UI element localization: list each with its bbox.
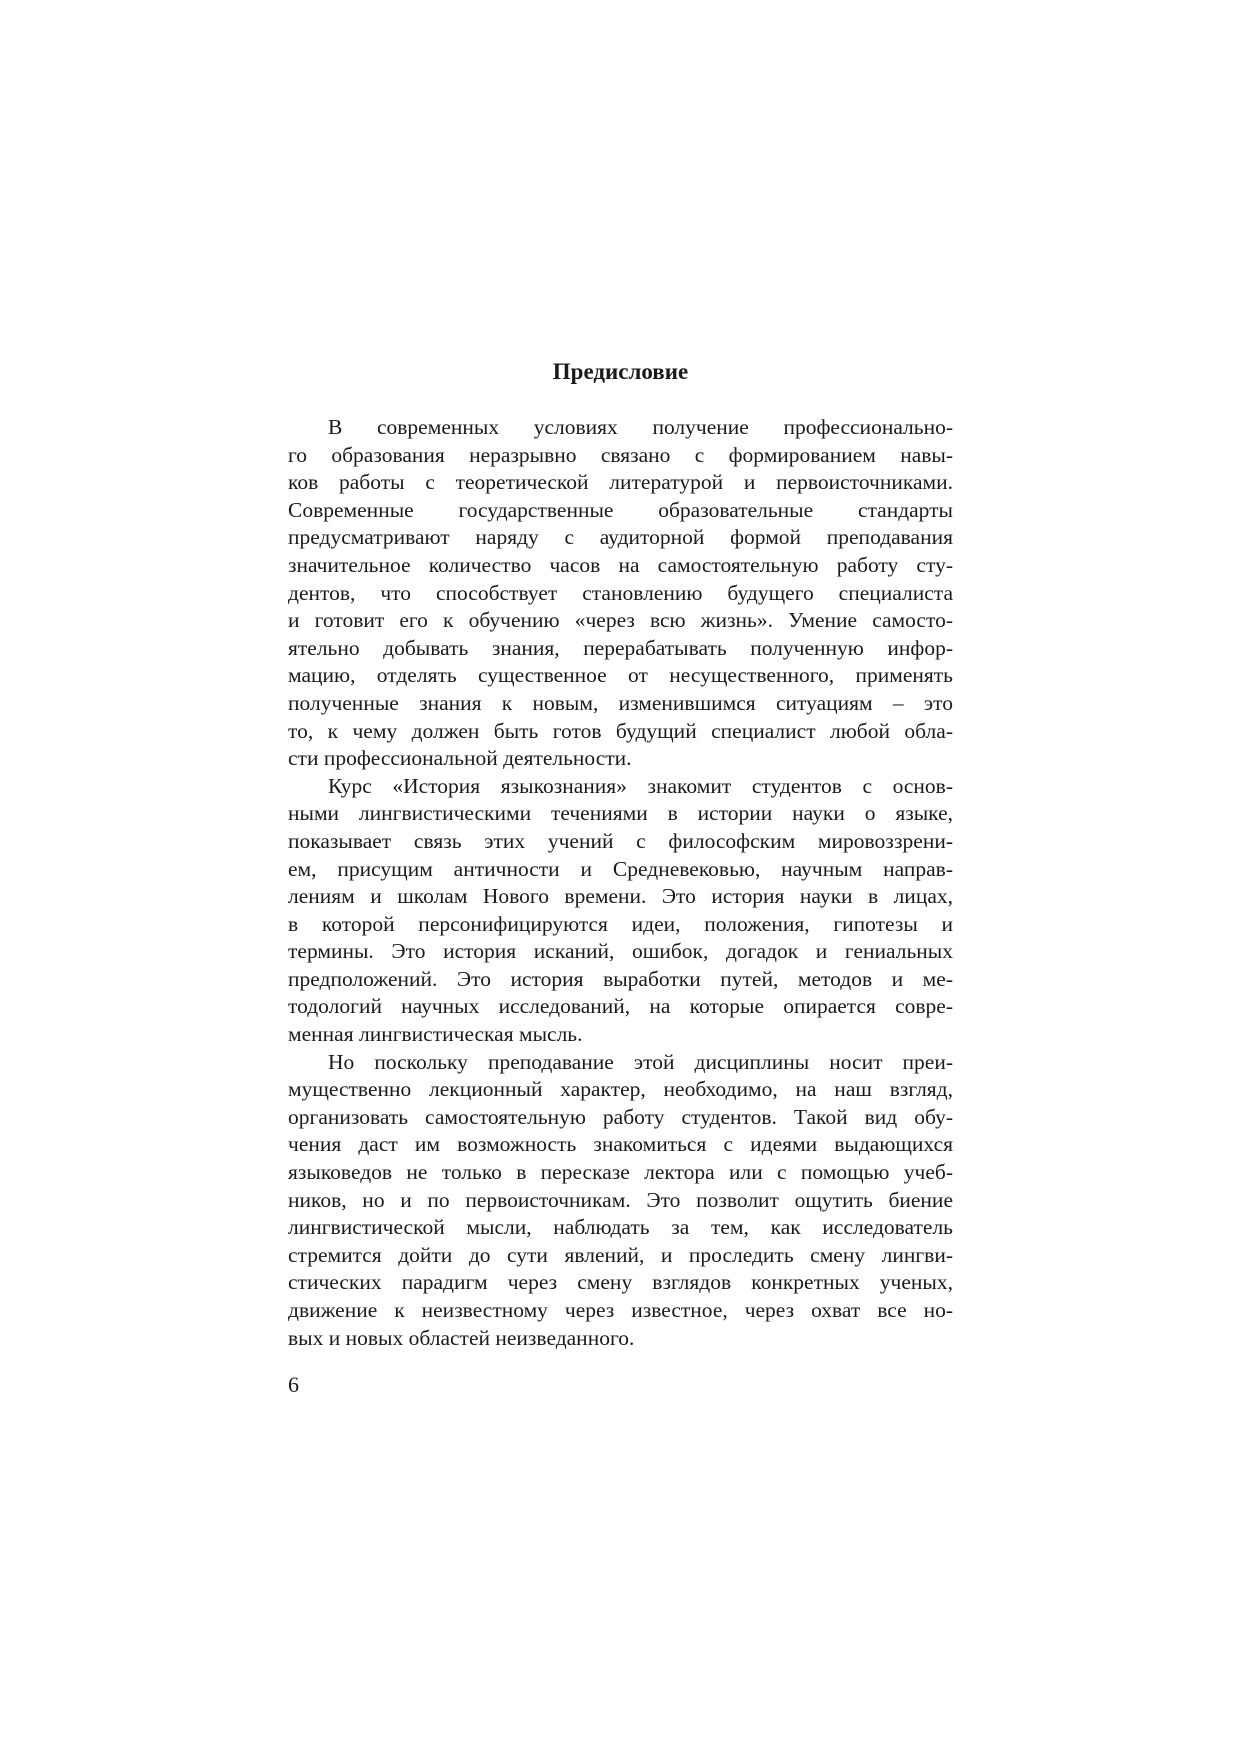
text-line: дентов, что способствует становлению будущего специалиста — [288, 580, 953, 605]
text-line: и готовит его к обучению «через всю жизнь». Умение самосто- — [288, 608, 953, 633]
text-line: то, к чему должен быть готов будущий специалист любой обла- — [288, 718, 953, 743]
text-line: мущественно лекционный характер, необходимо, на наш взгляд, — [288, 1077, 953, 1102]
text-line: стических парадигм через смену взглядов конкретных ученых, — [288, 1270, 953, 1295]
text-line: ем, присущим античности и Средневековью, научным направ- — [288, 856, 953, 881]
text-line: ными лингвистическими течениями в истории науки о языке, — [288, 801, 953, 826]
body-text — [288, 414, 953, 1352]
text-line: полученные знания к новым, изменившимся ситуациям – это — [288, 690, 953, 715]
text-line: чения даст им возможность знакомиться с идеями выдающихся — [288, 1132, 953, 1157]
text-line: языковедов не только в пересказе лектора или с помощью учеб- — [288, 1160, 953, 1185]
text-line: Современные государственные образовательные стандарты — [288, 497, 953, 522]
text-line: в которой персонифицируются идеи, положения, гипотезы и — [288, 911, 953, 936]
text-line: значительное количество часов на самостоятельную работу сту- — [288, 552, 953, 577]
text-line: Курс «История языкознания» знакомит студентов с основ- — [328, 773, 953, 798]
page-number: 6 — [288, 1372, 299, 1397]
text-line: организовать самостоятельную работу студентов. Такой вид обу- — [288, 1104, 953, 1129]
text-line: лениям и школам Нового времени. Это история науки в лицах, — [288, 884, 953, 909]
text-line: В современных условиях получение профессионально- — [328, 415, 953, 439]
paragraph-2 — [288, 773, 953, 1049]
page-title: Предисловие — [552, 359, 689, 384]
text-line: Но поскольку преподавание этой дисциплины носит преи- — [328, 1049, 953, 1074]
text-line: сти профессиональной деятельности. — [288, 746, 632, 771]
text-line: лингвистической мысли, наблюдать за тем, как исследователь — [288, 1215, 953, 1240]
text-line: ников, но и по первоисточникам. Это позволит ощутить биение — [288, 1187, 953, 1212]
text-line: ков работы с теоретической литературой и первоисточниками. — [288, 470, 953, 495]
text-line: мацию, отделять существенное от несущественного, применять — [288, 663, 953, 688]
text-line: го образования неразрывно связано с формированием навы- — [288, 442, 953, 467]
text-line: показывает связь этих учений с философским мировоззрени- — [288, 828, 953, 853]
text-line: термины. Это история исканий, ошибок, догадок и гениальных — [288, 939, 953, 964]
text-line: стремится дойти до сути явлений, и проследить смену лингви- — [288, 1242, 953, 1267]
text-line: предусматривают наряду с аудиторной формой преподавания — [288, 525, 953, 550]
text-line: движение к неизвестному через известное, через охват все но- — [288, 1298, 953, 1322]
text-line: тодологий научных исследований, на которые опирается совре- — [288, 994, 953, 1019]
text-line: вых и новых областей неизведанного. — [288, 1325, 635, 1350]
text-line: ятельно добывать знания, перерабатывать полученную инфор- — [288, 635, 953, 660]
paragraph-1 — [288, 414, 953, 773]
text-line: предположений. Это история выработки путей, методов и ме- — [288, 966, 953, 991]
paragraph-3 — [288, 1049, 953, 1353]
text-line: менная лингвистическая мысль. — [288, 1022, 583, 1047]
